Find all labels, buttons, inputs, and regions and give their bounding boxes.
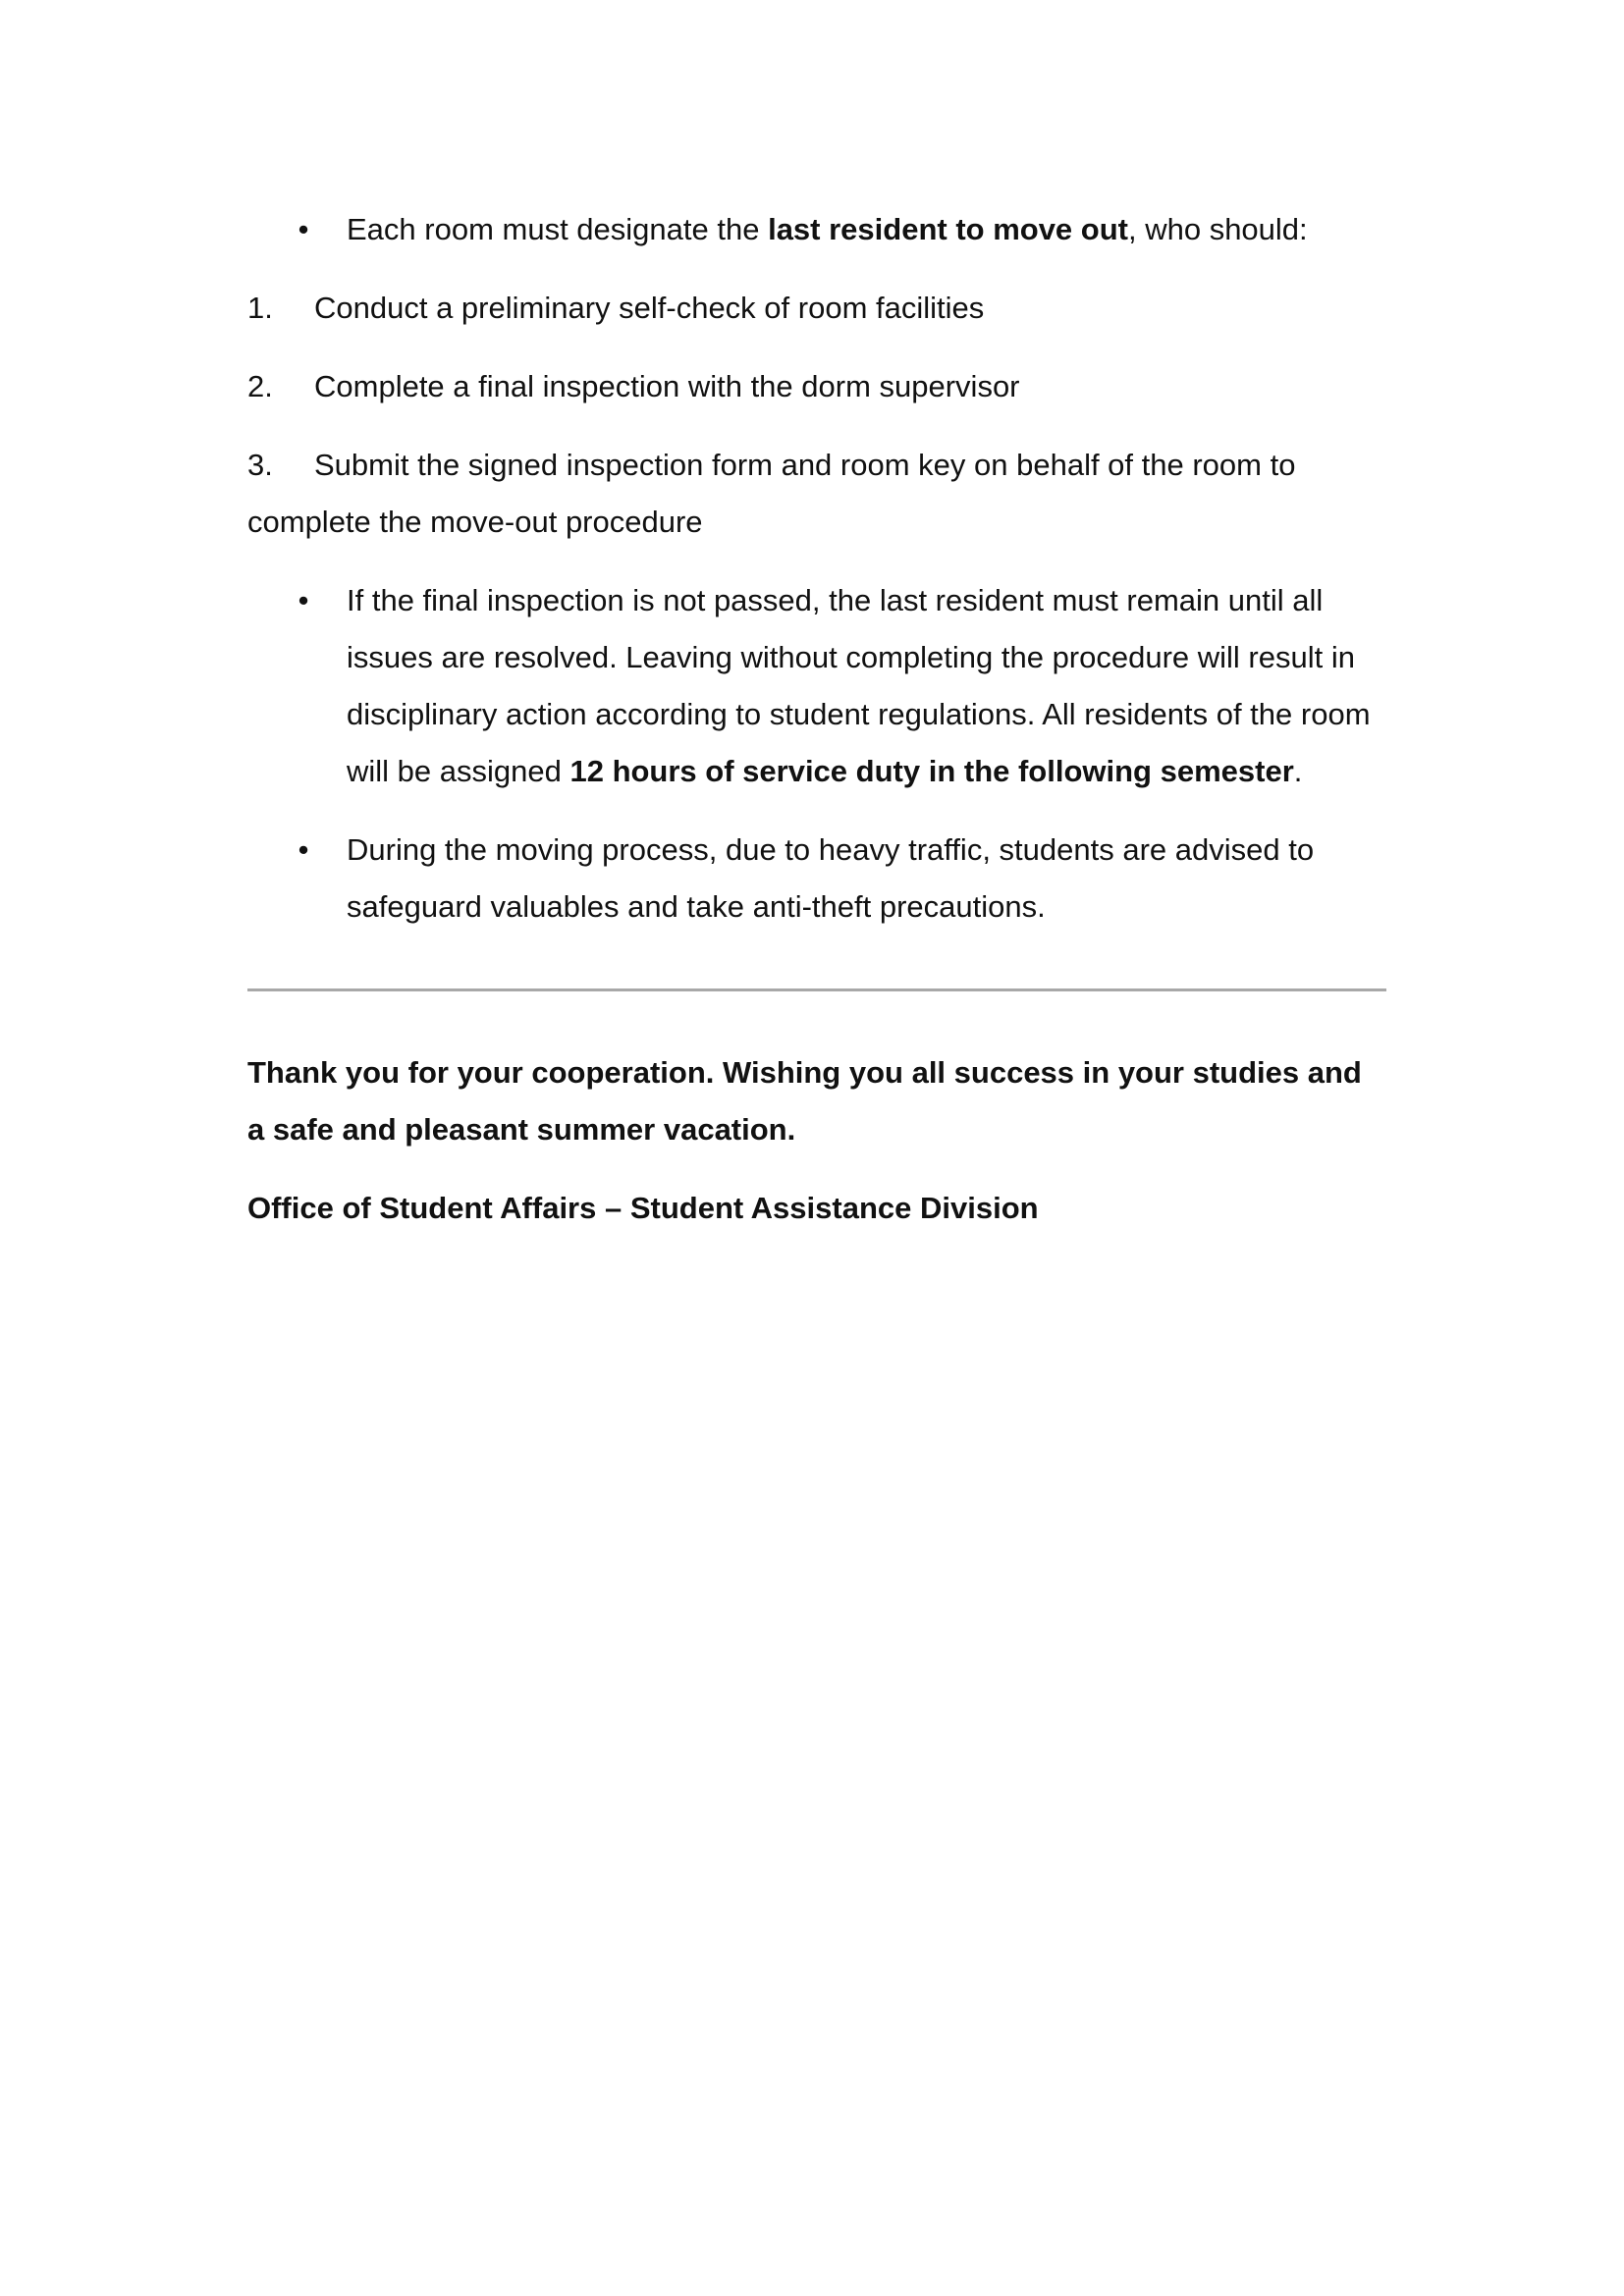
bullet-marker: • [298, 583, 309, 617]
step-text: Submit the signed inspection form and room key on behalf of the room to complete the move-out procedure [247, 448, 1296, 539]
bullet-marker: • [298, 212, 309, 246]
step-text: Conduct a preliminary self-check of room facilities [314, 291, 985, 325]
step-number: 3. [247, 448, 273, 482]
closing-message: Thank you for your cooperation. Wishing you all success in your studies and a safe and pleasant summer vacation. [247, 1055, 1362, 1147]
bullet-bold-text: last resident to move out [768, 212, 1128, 246]
bullet-bold-text: 12 hours of service duty in the following semester [569, 754, 1294, 788]
bullet-last-resident [247, 201, 1386, 258]
bullet-moving-precautions [247, 822, 1386, 935]
bullet-marker: • [298, 832, 309, 867]
bullet-text-after: , who should: [1127, 212, 1308, 246]
bullet-inspection-failure [247, 572, 1386, 800]
step-number: 1. [247, 291, 273, 325]
horizontal-divider [247, 988, 1386, 991]
bullet-text-after: . [1293, 754, 1303, 788]
step-item-3 [247, 437, 1386, 551]
step-text: Complete a final inspection with the dorm supervisor [314, 369, 1020, 403]
bullet-text: During the moving process, due to heavy traffic, students are advised to safeguard valuables and take anti-theft precautions. [347, 832, 1315, 924]
step-item-2 [247, 358, 1386, 415]
document-body [247, 201, 1386, 1237]
signature-line: Office of Student Affairs – Student Assistance Division [247, 1191, 1039, 1225]
step-number: 2. [247, 369, 273, 403]
step-item-1 [247, 280, 1386, 337]
bullet-text-before: Each room must designate the [347, 212, 769, 246]
bullet-text-before: If the final inspection is not passed, the last resident must remain until all issues are resolved. Leaving without completing the procedure will result in disciplinary action according to student regulations. All residents of the room will be assigned [347, 583, 1371, 788]
